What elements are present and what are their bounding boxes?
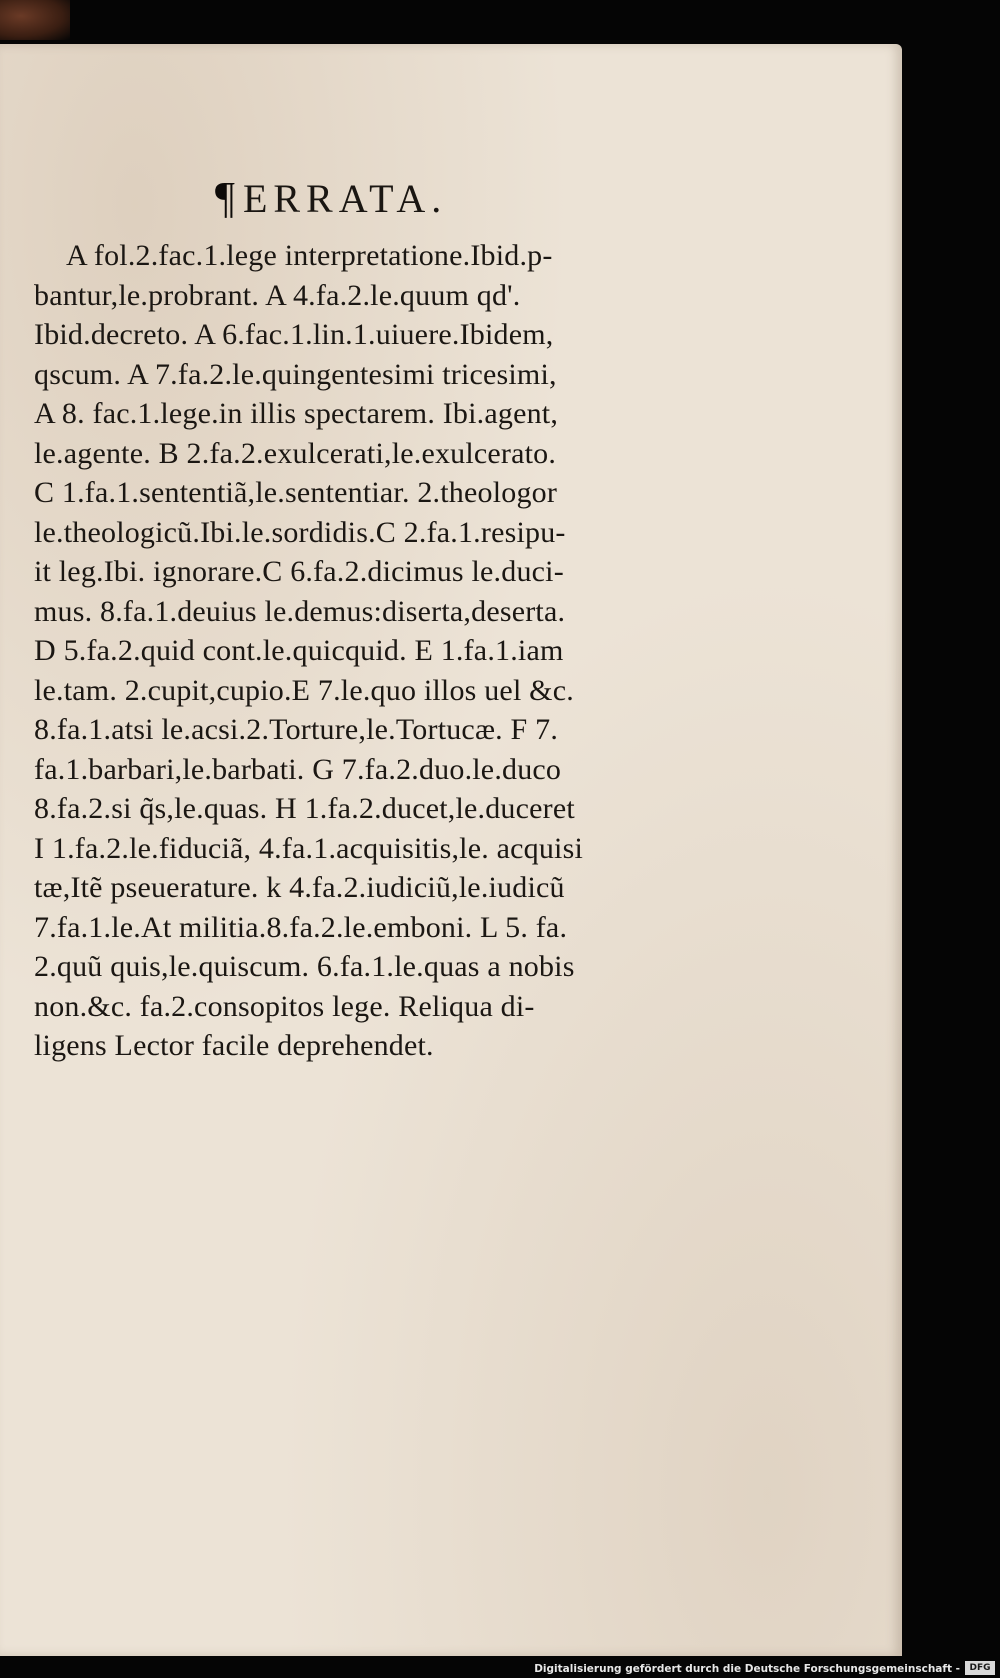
errata-line: bantur,le.probrant. A 4.fa.2.le.quum qd'. — [34, 278, 521, 312]
errata-line: 2.quũ quis,le.quiscum. 6.fa.1.le.quas a nobis — [34, 950, 575, 983]
errata-line: Ibid.decreto. A 6.fac.1.lin.1.uiuere.Ibidem, — [34, 318, 554, 351]
errata-text-block — [34, 236, 724, 1066]
funding-credit: Digitalisierung gefördert durch die Deutsche Forschungsgemeinschaft - — [534, 1663, 960, 1675]
errata-line: D 5.fa.2.quid cont.le.quicquid. E 1.fa.1.iam — [34, 634, 564, 667]
errata-line: 7.fa.1.le.At militia.8.fa.2.le.emboni. L 5. fa. — [34, 910, 568, 944]
errata-line: 8.fa.1.atsi le.acsi.2.Torture,le.Tortucæ. F 7. — [34, 713, 559, 746]
pilcrow-icon: ¶ — [215, 173, 241, 222]
errata-line: A fol.2.fac.1.lege interpretatione.Ibid.p- — [66, 239, 553, 272]
errata-line: it leg.Ibi. ignorare.C 6.fa.2.dicimus le.duci- — [34, 555, 564, 588]
dfg-logo: DFG — [965, 1661, 995, 1675]
heading-text: ERRATA. — [242, 176, 448, 221]
errata-line: fa.1.barbari,le.barbati. G 7.fa.2.duo.le.duco — [34, 752, 562, 786]
errata-line: ligens Lector facile deprehendet. — [34, 1029, 434, 1062]
corner-stain — [0, 0, 70, 40]
errata-line: mus. 8.fa.1.deuius le.demus:diserta,deserta. — [34, 594, 566, 628]
errata-line: le.tam. 2.cupit,cupio.E 7.le.quo illos uel &c. — [34, 673, 574, 707]
page-heading — [215, 172, 535, 222]
errata-line: 8.fa.2.si q̃s,le.quas. H 1.fa.2.ducet,le.duceret — [34, 792, 575, 825]
errata-line: qscum. A 7.fa.2.le.quingentesimi tricesimi, — [34, 357, 557, 391]
errata-line: A 8. fac.1.lege.in illis spectarem. Ibi.agent, — [34, 397, 559, 430]
errata-line: C 1.fa.1.sententiã,le.sententiar. 2.theologor — [34, 476, 558, 509]
errata-line: le.theologicũ.Ibi.le.sordidis.C 2.fa.1.resipu- — [34, 515, 566, 549]
errata-line: I 1.fa.2.le.fiduciã, 4.fa.1.acquisitis,le. acquisi — [34, 831, 583, 865]
errata-line: non.&c. fa.2.consopitos lege. Reliqua di- — [34, 989, 535, 1023]
errata-line: le.agente. B 2.fa.2.exulcerati,le.exulcerato. — [34, 436, 557, 470]
errata-line: tæ,Itẽ pseuerature. k 4.fa.2.iudiciũ,le.iudicũ — [34, 871, 565, 904]
